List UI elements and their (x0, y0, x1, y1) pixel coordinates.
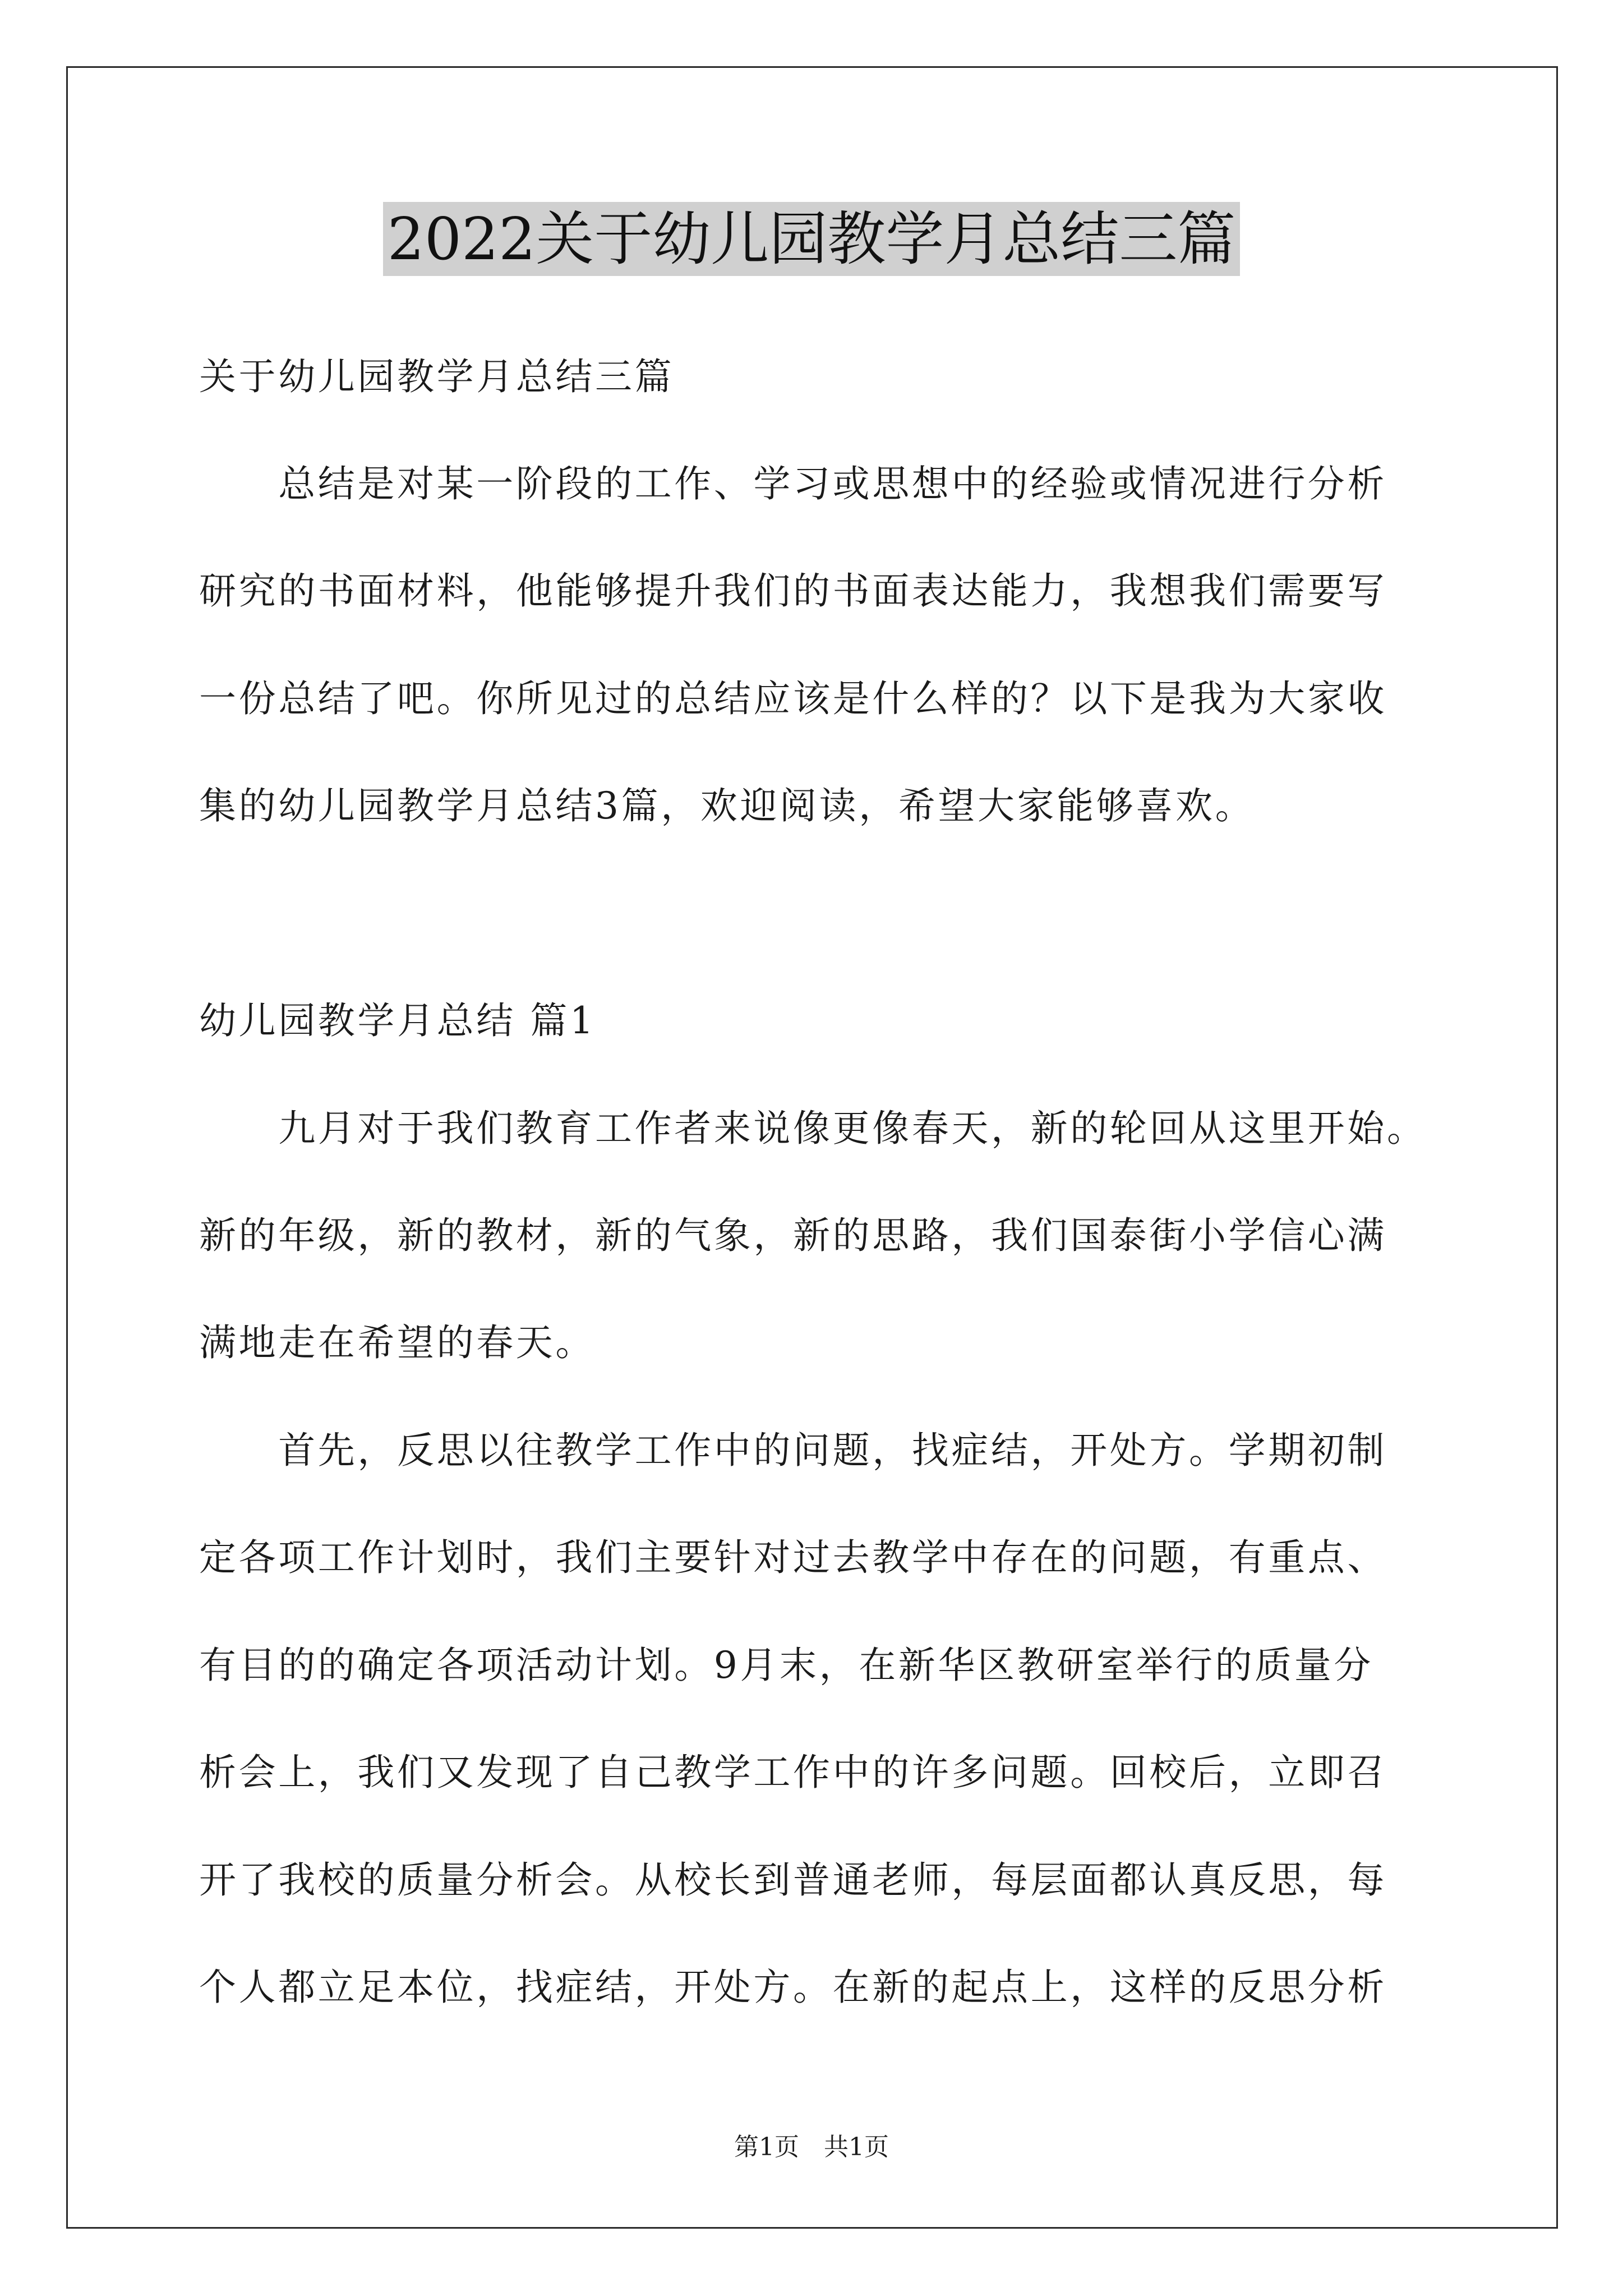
intro-line: 集的幼儿园教学月总结3篇，欢迎阅读，希望大家能够喜欢。 (199, 784, 1255, 827)
paragraph2-line: 定各项工作计划时，我们主要针对过去教学中存在的问题，有重点、 (199, 1536, 1387, 1579)
section-heading: 幼儿园教学月总结 篇1 (199, 999, 596, 1042)
page-footer: 第1页 共1页 (734, 2133, 889, 2161)
paragraph1-line: 新的年级，新的教材，新的气象，新的思路，我们国泰街小学信心满 (199, 1214, 1387, 1257)
intro-line: 总结是对某一阶段的工作、学习或思想中的经验或情况进行分析 (199, 462, 1387, 505)
title-container (0, 202, 1623, 276)
paragraph2-line: 个人都立足本位，找症结，开处方。在新的起点上，这样的反思分析 (199, 1966, 1387, 2009)
document-subtitle: 关于幼儿园教学月总结三篇 (199, 355, 675, 398)
intro-line: 一份总结了吧。你所见过的总结应该是什么样的？以下是我为大家收 (199, 677, 1387, 720)
document-title: 2022关于幼儿园教学月总结三篇 (383, 202, 1241, 276)
paragraph2-line: 有目的的确定各项活动计划。9月末，在新华区教研室举行的质量分 (199, 1644, 1373, 1687)
paragraph1-line: 满地走在希望的春天。 (199, 1321, 595, 1364)
paragraph2-line: 析会上，我们又发现了自己教学工作中的许多问题。回校后，立即召 (199, 1751, 1387, 1794)
paragraph1-line: 九月对于我们教育工作者来说像更像春天，新的轮回从这里开始。 (199, 1107, 1427, 1150)
intro-line: 研究的书面材料，他能够提升我们的书面表达能力，我想我们需要写 (199, 569, 1387, 613)
paragraph2-line: 开了我校的质量分析会。从校长到普通老师，每层面都认真反思，每 (199, 1858, 1387, 1902)
paragraph2-line: 首先，反思以往教学工作中的问题，找症结，开处方。学期初制 (199, 1429, 1387, 1472)
